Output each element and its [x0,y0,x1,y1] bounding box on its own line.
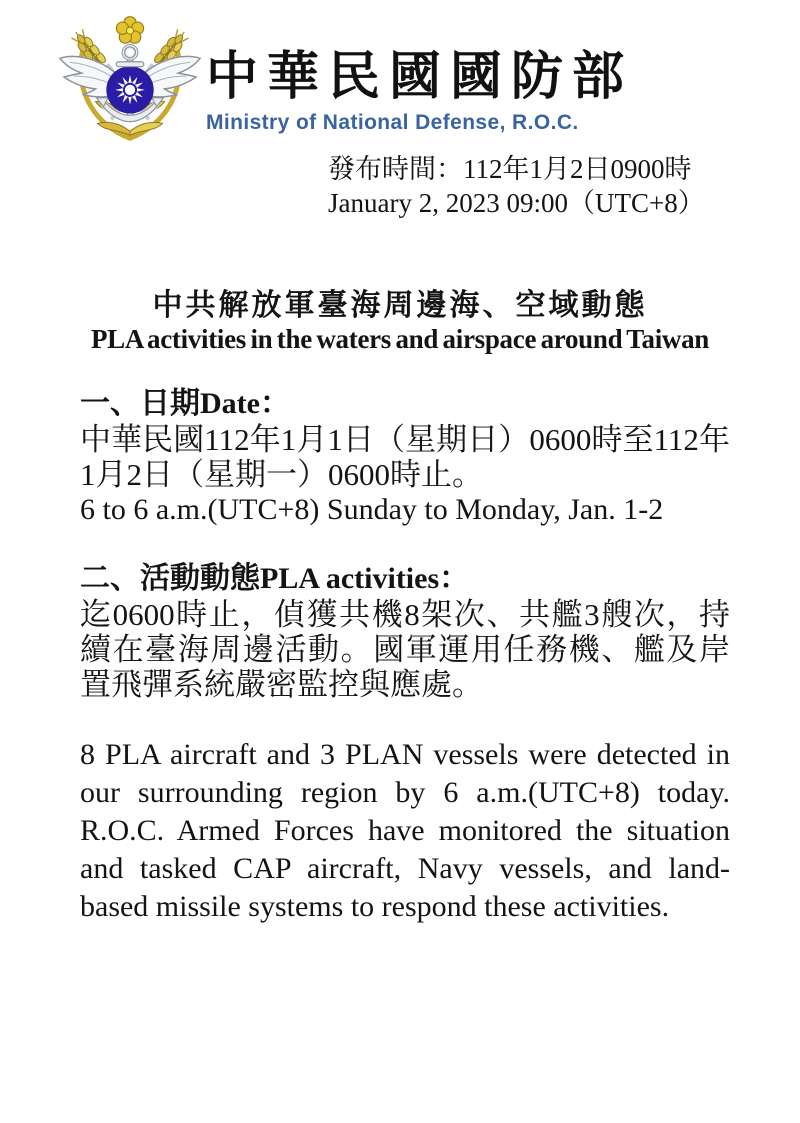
publish-time-zh: 發布時間：112年1月2日0900時 [328,154,692,184]
document-title-zh: 中共解放軍臺海周邊海、空域動態 [152,289,648,322]
section-date-body-zh: 中華民國112年1月1日（星期日）0600時至112年1月2日（星期一）0600時止。 [80,422,730,492]
section-activities-heading: 二、活動動態PLA activities： [80,562,470,595]
english-summary-paragraph: 8 PLA aircraft and 3 PLAN vessels were detected in our surrounding region by 6 a.m.(UTC+8) today. R.O.C. Armed Forces have monitored the situation and tasked CAP aircraft, Navy vessels, and land-based missile systems to respond these activities. [80,738,730,923]
section-date [80,386,730,527]
section-activities-body-zh: 迄0600時止，偵獲共機8架次、共艦3艘次，持續在臺海周邊活動。國軍運用任務機、艦及岸置飛彈系統嚴密監控與應處。 [80,597,730,702]
document-body [80,386,730,926]
section-activities [80,561,730,702]
section-date-body-en: 6 to 6 a.m.(UTC+8) Sunday to Monday, Jan. 1-2 [80,493,664,526]
publish-time-en: January 2, 2023 09:00（UTC+8） [328,188,705,218]
org-name-zh: 中華民國國防部 [206,49,634,106]
mnd-emblem-logo [56,12,204,148]
publish-time-block [328,152,705,220]
org-name-en: Ministry of National Defense, R.O.C. [206,111,579,134]
white-sun-emblem [106,66,153,113]
section-date-heading: 一、日期Date： [80,387,290,420]
masthead [206,49,634,135]
plum-blossom [116,17,143,44]
anchor-ring [116,44,144,66]
document-title [0,288,800,354]
document-title-en: PLA activities in the waters and airspace around Taiwan [90,324,710,354]
